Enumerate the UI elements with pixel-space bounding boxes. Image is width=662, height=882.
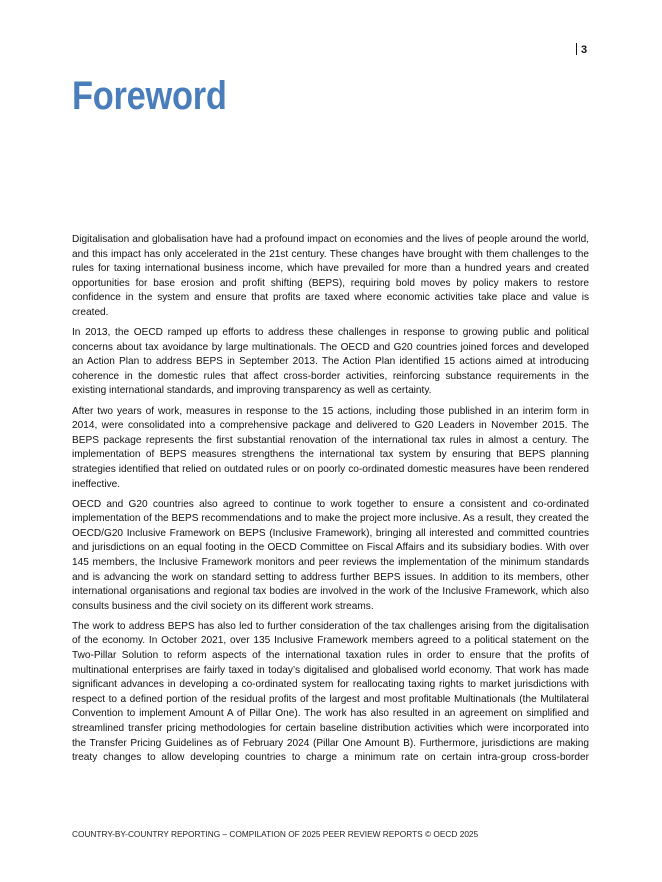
- paragraph: OECD and G20 countries also agreed to continue to work together to ensure a consistent and co-ordinated implementation of the BEPS recommendations and to make the project more inclusive. As a result, they created the OECD/G20 Inclusive Framework on BEPS (Inclusive Framework), bringing all interested and committed countries and jurisdictions on an equal footing in the OECD Committee on Fiscal Affairs and its subsidiary bodies. With over 145 members, the Inclusive Framework monitors and peer reviews the implementation of the minimum standards and is advancing the work on standard setting to address further BEPS issues. In addition to its members, other international organisations and regional tax bodies are involved in the work of the Inclusive Framework, which also consults business and the civil society on its different work streams.: [72, 498, 589, 612]
- page-footer: COUNTRY-BY-COUNTRY REPORTING – COMPILATION OF 2025 PEER REVIEW REPORTS © OECD 2025: [72, 829, 479, 839]
- page-title: Foreword: [72, 74, 227, 118]
- paragraph: The work to address BEPS has also led to further consideration of the tax challenges arising from the digitalisation of the economy. In October 2021, over 135 Inclusive Framework members agreed to a political statement on the Two-Pillar Solution to reform aspects of the international taxation rules in order to ensure that the profits of multinational enterprises are fairly taxed in today’s digitalised and globalised world economy. That work has made significant advances in developing a co-ordinated system for reallocating taxing rights to market jurisdictions with respect to a defined portion of the residual profits of the largest and most profitable Multinationals (the Multilateral Convention to implement Amount A of Pillar One). The work has also resulted in an agreement on simplified and streamlined transfer pricing methodologies for certain baseline distribution activities which were incorporated into the Transfer Pricing Guidelines as of February 2024 (Pillar One Amount B). Furthermore, jurisdictions are making treaty changes to allow developing countries to charge a minimum rate on certain intra-group cross-border: [72, 620, 589, 764]
- page-number-divider: [576, 43, 577, 55]
- body-text: [72, 233, 589, 771]
- paragraph: In 2013, the OECD ramped up efforts to address these challenges in response to growing public and political concerns about tax avoidance by large multinationals. The OECD and G20 countries joined forces and developed an Action Plan to address BEPS in September 2013. The Action Plan identified 15 actions aimed at introducing coherence in the domestic rules that affect cross-border activities, reinforcing substance requirements in the existing international standards, and improving transparency as well as certainty.: [72, 327, 589, 397]
- page-number-value: 3: [581, 44, 588, 56]
- paragraph: Digitalisation and globalisation have had a profound impact on economies and the lives of people around the world, and this impact has only accelerated in the 21st century. These changes have brought with them challenges to the rules for taxing international business income, which have prevailed for more than a hundred years and created opportunities for base erosion and profit shifting (BEPS), requiring bold moves by policy makers to restore confidence in the system and ensure that profits are taxed where economic activities take place and value is created.: [72, 234, 589, 318]
- paragraph: After two years of work, measures in response to the 15 actions, including those published in an interim form in 2014, were consolidated into a comprehensive package and delivered to G20 Leaders in November 2015. The BEPS package represents the first substantial renovation of the international tax rules in almost a century. The implementation of BEPS measures strengthens the international tax system by ensuring that BEPS planning strategies identified that relied on outdated rules or on poorly co-ordinated domestic measures have been rendered ineffective.: [72, 405, 589, 490]
- page-number: [576, 43, 587, 56]
